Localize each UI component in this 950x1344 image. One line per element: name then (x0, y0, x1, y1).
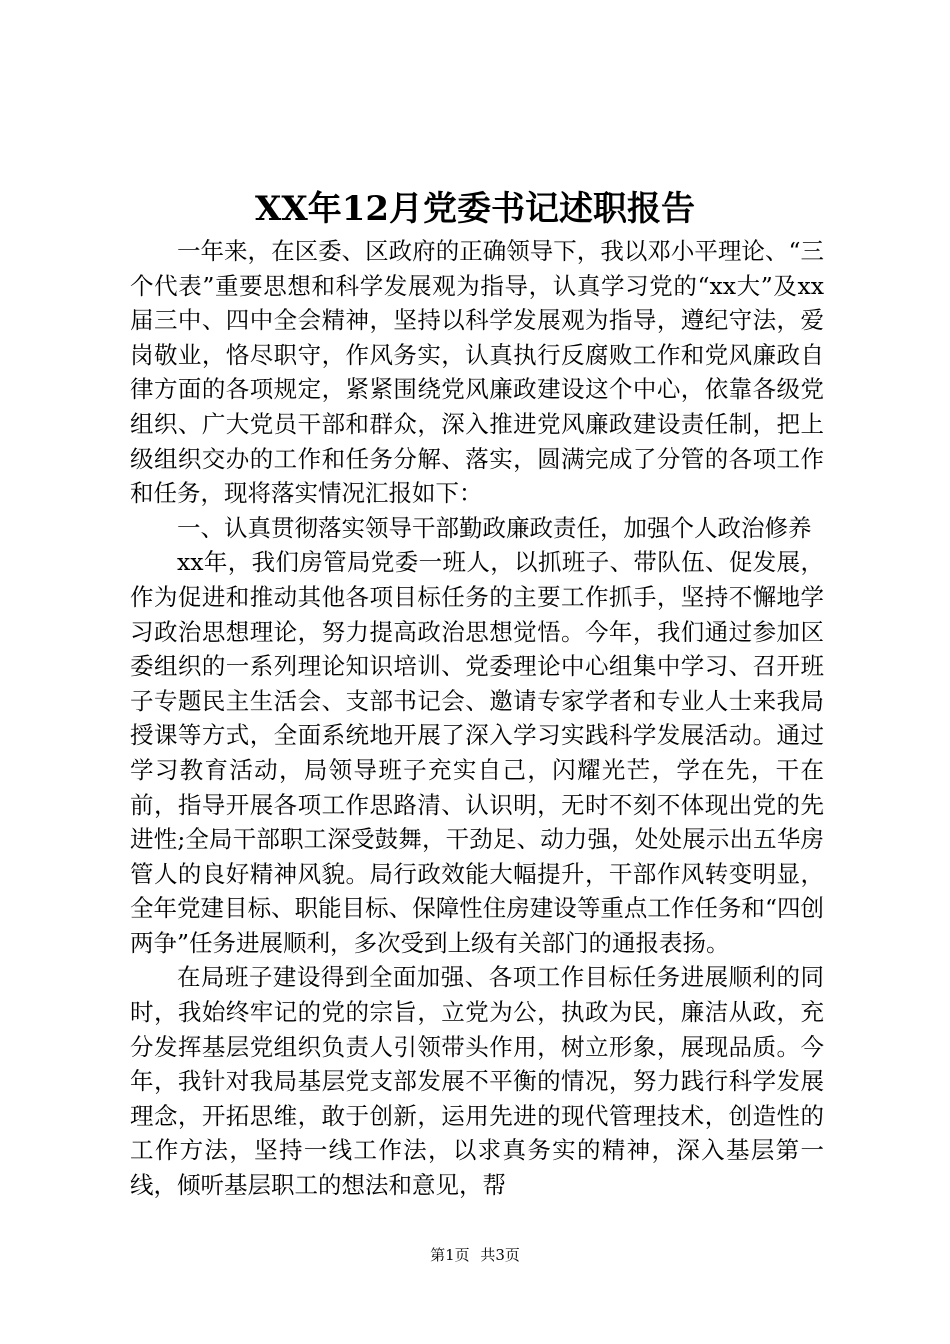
page-footer (0, 1244, 950, 1266)
paragraph-intro: 一年来，在区委、区政府的正确领导下，我以邓小平理论、“三个代表”重要思想和科学发展观为指导，认真学习党的“xx大”及xx届三中、四中全会精神，坚持以科学发展观为指导，遵纪守法，爱岗敬业，恪尽职守，作风务实，认真执行反腐败工作和党风廉政自律方面的各项规定，紧紧围绕党风廉政建设这个中心，依靠各级党组织、广大党员干部和群众，深入推进党风廉政建设责任制，把上级组织交办的工作和任务分解、落实，圆满完成了分管的各项工作和任务，现将落实情况汇报如下： (130, 237, 824, 508)
document-body (130, 234, 824, 1203)
paragraph-section-1-a: xx年，我们房管局党委一班人，以抓班子、带队伍、促发展，作为促进和推动其他各项目标任务的主要工作抓手，坚持不懈地学习政治思想理论，努力提高政治思想觉悟。今年，我们通过参加区委组织的一系列理论知识培训、党委理论中心组集中学习、召开班子专题民主生活会、支部书记会、邀请专家学者和专业人士来我局授课等方式，全面系统地开展了深入学习实践科学发展活动。通过学习教育活动，局领导班子充实自己，闪耀光芒，学在先，干在前，指导开展各项工作思路清、认识明，无时不刻不体现出党的先进性;全局干部职工深受鼓舞，干劲足、动力强，处处展示出五华房管人的良好精神风貌。局行政效能大幅提升，干部作风转变明显，全年党建目标、职能目标、保障性住房建设等重点工作任务和“四创两争”任务进展顺利，多次受到上级有关部门的通报表扬。 (130, 548, 824, 957)
section-heading-1: 一、认真贯彻落实领导干部勤政廉政责任，加强个人政治修养 (177, 513, 812, 542)
paragraph-section-1-b: 在局班子建设得到全面加强、各项工作目标任务进展顺利的同时，我始终牢记的党的宗旨，立党为公，执政为民，廉洁从政，充分发挥基层党组织负责人引领带头作用，树立形象，展现品质。今年，我针对我局基层党支部发展不平衡的情况，努力践行科学发展理念，开拓思维，敢于创新，运用先进的现代管理技术，创造性的工作方法，坚持一线工作法，以求真务实的精神，深入基层第一线，倾听基层职工的想法和意见，帮 (130, 963, 824, 1200)
page-number-current: 第1页 (430, 1246, 470, 1264)
document-title: XX年12月党委书记述职报告 (254, 189, 696, 229)
page-number-total: 共3页 (480, 1246, 520, 1264)
